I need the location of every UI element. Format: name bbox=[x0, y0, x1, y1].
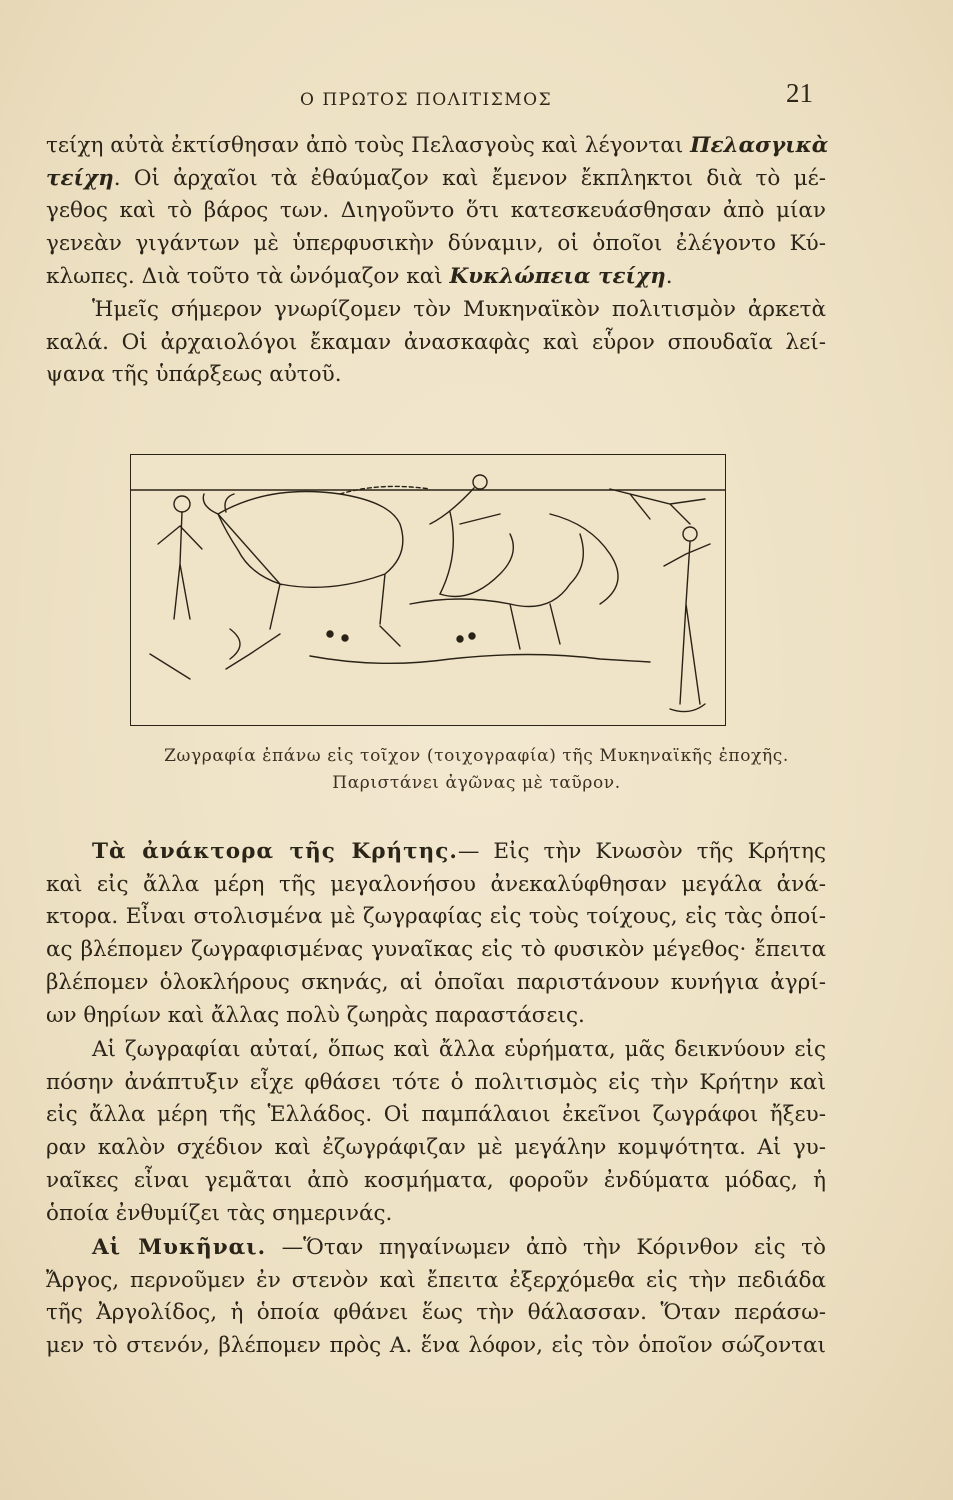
paragraph-mycenae bbox=[46, 1232, 826, 1363]
text-line: ων θηρίων καὶ ἄλλας πολὺ ζωηρὰς παραστάσεις. bbox=[46, 1002, 585, 1028]
text-line bbox=[46, 261, 826, 294]
text-line: ναῖκες εἶναι γεμᾶται ἀπὸ κοσμήματα, φοροῦν ἐνδύματα μόδας, ἡ bbox=[46, 1167, 826, 1193]
text-line bbox=[46, 163, 826, 196]
text-line bbox=[46, 836, 826, 869]
text-run: κλωπες. Διὰ τοῦτο τὰ ὠνόμαζον καὶ bbox=[46, 263, 450, 289]
paragraph-mycenaean-civilization bbox=[46, 294, 826, 392]
text-line: ψανα τῆς ὑπάρξεως αὐτοῦ. bbox=[46, 362, 342, 388]
text-line: ραν καλὸν σχέδιον καὶ ἐζωγράφιζαν μὲ μεγάλην κομψότητα. Αἱ γυ- bbox=[46, 1135, 826, 1161]
text-line: Ἡμεῖς σήμερον γνωρίζομεν τὸν Μυκηναϊκὸν πολιτισμὸν ἀρκετὰ bbox=[92, 297, 826, 322]
text-line: μεν τὸ στενόν, βλέπομεν πρὸς Α. ἕνα λόφον, εἰς τὸν ὁποῖον σώζονται bbox=[46, 1333, 826, 1359]
paragraph-cretan-palaces bbox=[46, 836, 826, 1032]
text-run: . Οἱ ἀρχαῖοι τὰ ἐθαύμαζον καὶ ἔμενον ἔκπληκτοι διὰ τὸ μέ- bbox=[113, 165, 826, 191]
emphasis-term: Πελασγικὰ bbox=[690, 133, 829, 158]
page-number: 21 bbox=[786, 78, 813, 108]
text-line: ας βλέπομεν ζωγραφισμένας γυναῖκας εἰς τὸ φυσικὸν μέγεθος· ἔπειτα bbox=[46, 937, 826, 963]
text-line: γεθος καὶ τὸ βάρος των. Διηγοῦντο ὅτι κατεσκευάσθησαν ἀπὸ μίαν bbox=[46, 198, 826, 224]
running-head bbox=[0, 78, 953, 116]
text-line bbox=[46, 130, 829, 163]
text-line: καλά. Οἱ ἀρχαιολόγοι ἔκαμαν ἀνασκαφὰς καὶ εὗρον σπουδαῖα λεί- bbox=[46, 329, 826, 355]
text-line: πόσην ἀνάπτυξιν εἶχε φθάσει τότε ὁ πολιτισμὸς εἰς τὴν Κρήτην καὶ bbox=[46, 1069, 826, 1095]
text-line: Αἱ ζωγραφίαι αὐταί, ὅπως καὶ ἄλλα εὑρήματα, μᾶς δεικνύουν εἰς bbox=[92, 1037, 826, 1062]
emphasis-term: Κυκλώπεια τείχη bbox=[449, 263, 666, 289]
text-line: βλέπομεν ὁλοκλήρους σκηνάς, αἱ ὁποῖαι παριστάνουν κυνήγια ἀγρί- bbox=[46, 969, 826, 995]
text-run: τείχη αὐτὰ ἐκτίσθησαν ἀπὸ τοὺς Πελασγοὺς καὶ λέγονται bbox=[46, 133, 691, 158]
text-line: εἰς ἄλλα μέρη τῆς Ἑλλάδος. Οἱ παμπάλαιοι ἐκεῖνοι ζωγράφοι ἤξευ- bbox=[46, 1102, 826, 1128]
figure-caption-line-1: Ζωγραφία ἐπάνω εἰς τοῖχον (τοιχογραφία) τῆς Μυκηναϊκῆς ἐποχῆς. bbox=[164, 746, 789, 766]
running-title: Ο ΠΡΩΤΟΣ ΠΟΛΙΤΙΣΜΟΣ bbox=[300, 90, 553, 110]
text-line: ὁποία ἐνθυμίζει τὰς σημερινάς. bbox=[46, 1200, 393, 1226]
text-run: . bbox=[665, 263, 673, 289]
emphasis-term: τείχη bbox=[46, 165, 114, 191]
text-line: γενεὰν γιγάντων μὲ ὑπερφυσικὴν δύναμιν, οἱ ὁποῖοι ἐλέγοντο Κύ- bbox=[46, 231, 826, 257]
text-run: — Εἰς τὴν Κνωσὸν τῆς Κρήτης bbox=[457, 839, 826, 864]
figure-caption-line-2: Παριστάνει ἀγῶνας μὲ ταῦρον. bbox=[332, 773, 621, 793]
text-line: κτορα. Εἶναι στολισμένα μὲ ζωγραφίας εἰς τοὺς τοίχους, εἰς τὰς ὁποί- bbox=[46, 904, 826, 930]
bull-leaping-fresco-illustration bbox=[130, 454, 726, 726]
text-line: καὶ εἰς ἄλλα μέρη τῆς μεγαλονήσου ἀνεκαλύφθησαν μεγάλα ἀνά- bbox=[46, 871, 826, 897]
paragraph-paintings bbox=[46, 1034, 826, 1230]
section-heading: Τὰ ἀνάκτορα τῆς Κρήτης. bbox=[92, 839, 458, 864]
text-line bbox=[46, 1232, 826, 1265]
section-heading: Αἱ Μυκῆναι. bbox=[92, 1235, 267, 1260]
paragraph-pelasgian-walls bbox=[46, 130, 829, 294]
text-run: —Ὅταν πηγαίνωμεν ἀπὸ τὴν Κόρινθον εἰς τὸ bbox=[266, 1235, 826, 1260]
text-line: τῆς Ἀργολίδος, ἡ ὁποία φθάνει ἕως τὴν θάλασσαν. Ὅταν περάσω- bbox=[46, 1300, 826, 1326]
text-line: Ἄργος, περνοῦμεν ἐν στενὸν καὶ ἔπειτα ἐξερχόμεθα εἰς τὴν πεδιάδα bbox=[46, 1267, 826, 1293]
